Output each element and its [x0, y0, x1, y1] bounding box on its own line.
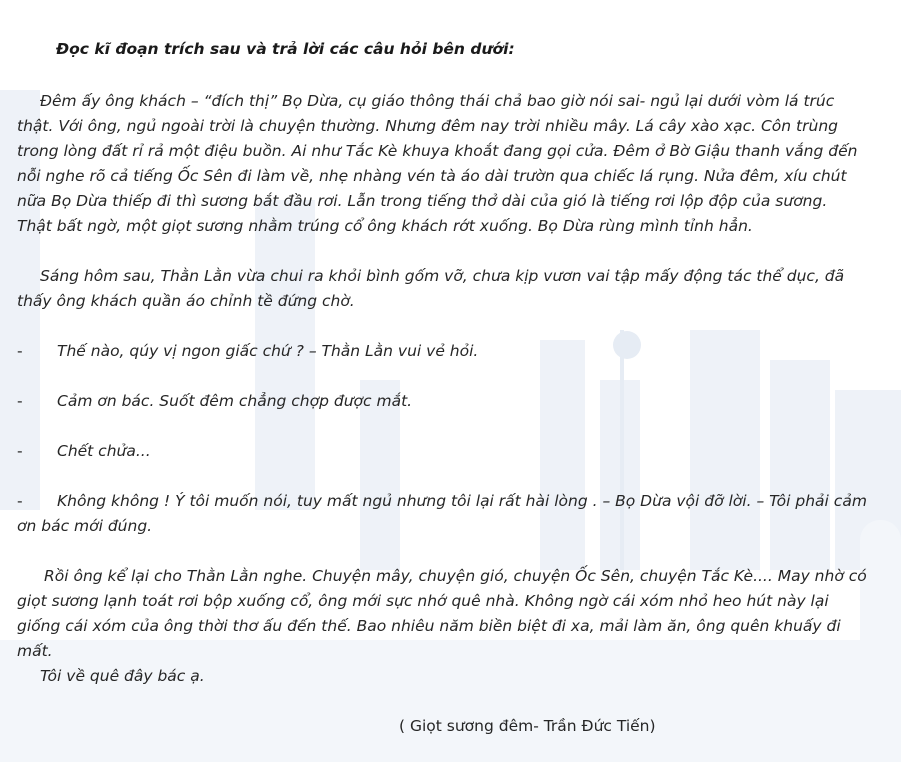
- dialogue-dash: -: [17, 442, 23, 460]
- dialogue-line: [17, 489, 867, 539]
- dialogue-text: Chết chửa...: [57, 442, 151, 460]
- paragraph-farewell: Tôi về quê đây bác ạ.: [40, 667, 205, 685]
- dialogue-text: Không không ! Ý tôi muốn nói, tuy mất ngủ nhưng tôi lại rất hài lòng . – Bọ Dừa vội đỡ lời. – Tôi phải cảm ơn bác mới đúng.: [17, 492, 867, 535]
- dialogue-line: [17, 389, 867, 414]
- dialogue-line: [17, 439, 867, 464]
- dialogue-text: Thế nào, qúy vị ngon giấc chứ ? – Thằn Lằn vui vẻ hỏi.: [57, 342, 479, 360]
- paragraph-story: Rồi ông kể lại cho Thằn Lằn nghe. Chuyện mây, chuyện gió, chuyện Ốc Sên, chuyện Tắc Kè.... May nhờ có giọt sương lạnh toát rơi bộp xuống cổ, ông mới sực nhớ quê nhà. Không ngờ cái xóm nhỏ heo hút này lại giống cái xóm của ông thời thơ ấu đến thế. Bao nhiêu năm biền biệt đi xa, mải làm ăn, ông quên khuấy đi mất.: [17, 567, 867, 660]
- dialogue-line: [17, 339, 867, 364]
- paragraph-morning: Sáng hôm sau, Thằn Lằn vừa chui ra khỏi bình gốm vỡ, chưa kịp vươn vai tập mấy động tác thể dục, đã thấy ông khách quần áo chỉnh tề đứng chờ.: [17, 267, 845, 310]
- dialogue-dash: -: [17, 492, 23, 510]
- dialogue-dash: -: [17, 342, 23, 360]
- instruction-heading: Đọc kĩ đoạn trích sau và trả lời các câu hỏi bên dưới:: [56, 40, 515, 58]
- dialogue-text: Cảm ơn bác. Suốt đêm chẳng chợp được mắt.: [57, 392, 413, 410]
- dialogue-dash: -: [17, 392, 23, 410]
- source-citation: ( Giọt sương đêm- Trần Đức Tiến): [399, 717, 656, 735]
- paragraph-night: Đêm ấy ông khách – “đích thị” Bọ Dừa, cụ giáo thông thái chả bao giờ nói sai- ngủ lại dưới vòm lá trúc thật. Với ông, ngủ ngoài trời là chuyện thường. Nhưng đêm nay trời nhiều mây. Lá cây xào xạc. Côn trùng trong lòng đất rỉ rả một điệu buồn. Ai như Tắc Kè khuya khoắt đang gọi cửa. Đêm ở Bờ Giậu thanh vắng đến nỗi nghe rõ cả tiếng Ốc Sên đi làm về, nhẹ nhàng vén tà áo dài trườn qua chiếc lá rụng. Nửa đêm, xíu chút nữa Bọ Dừa thiếp đi thì sương bắt đầu rơi. Lẫn trong tiếng thở dài của gió là tiếng rơi lộp độp của sương. Thật bất ngờ, một giọt sương nhằm trúng cổ ông khách rớt xuống. Bọ Dừa rùng mình tỉnh hẳn.: [17, 92, 858, 235]
